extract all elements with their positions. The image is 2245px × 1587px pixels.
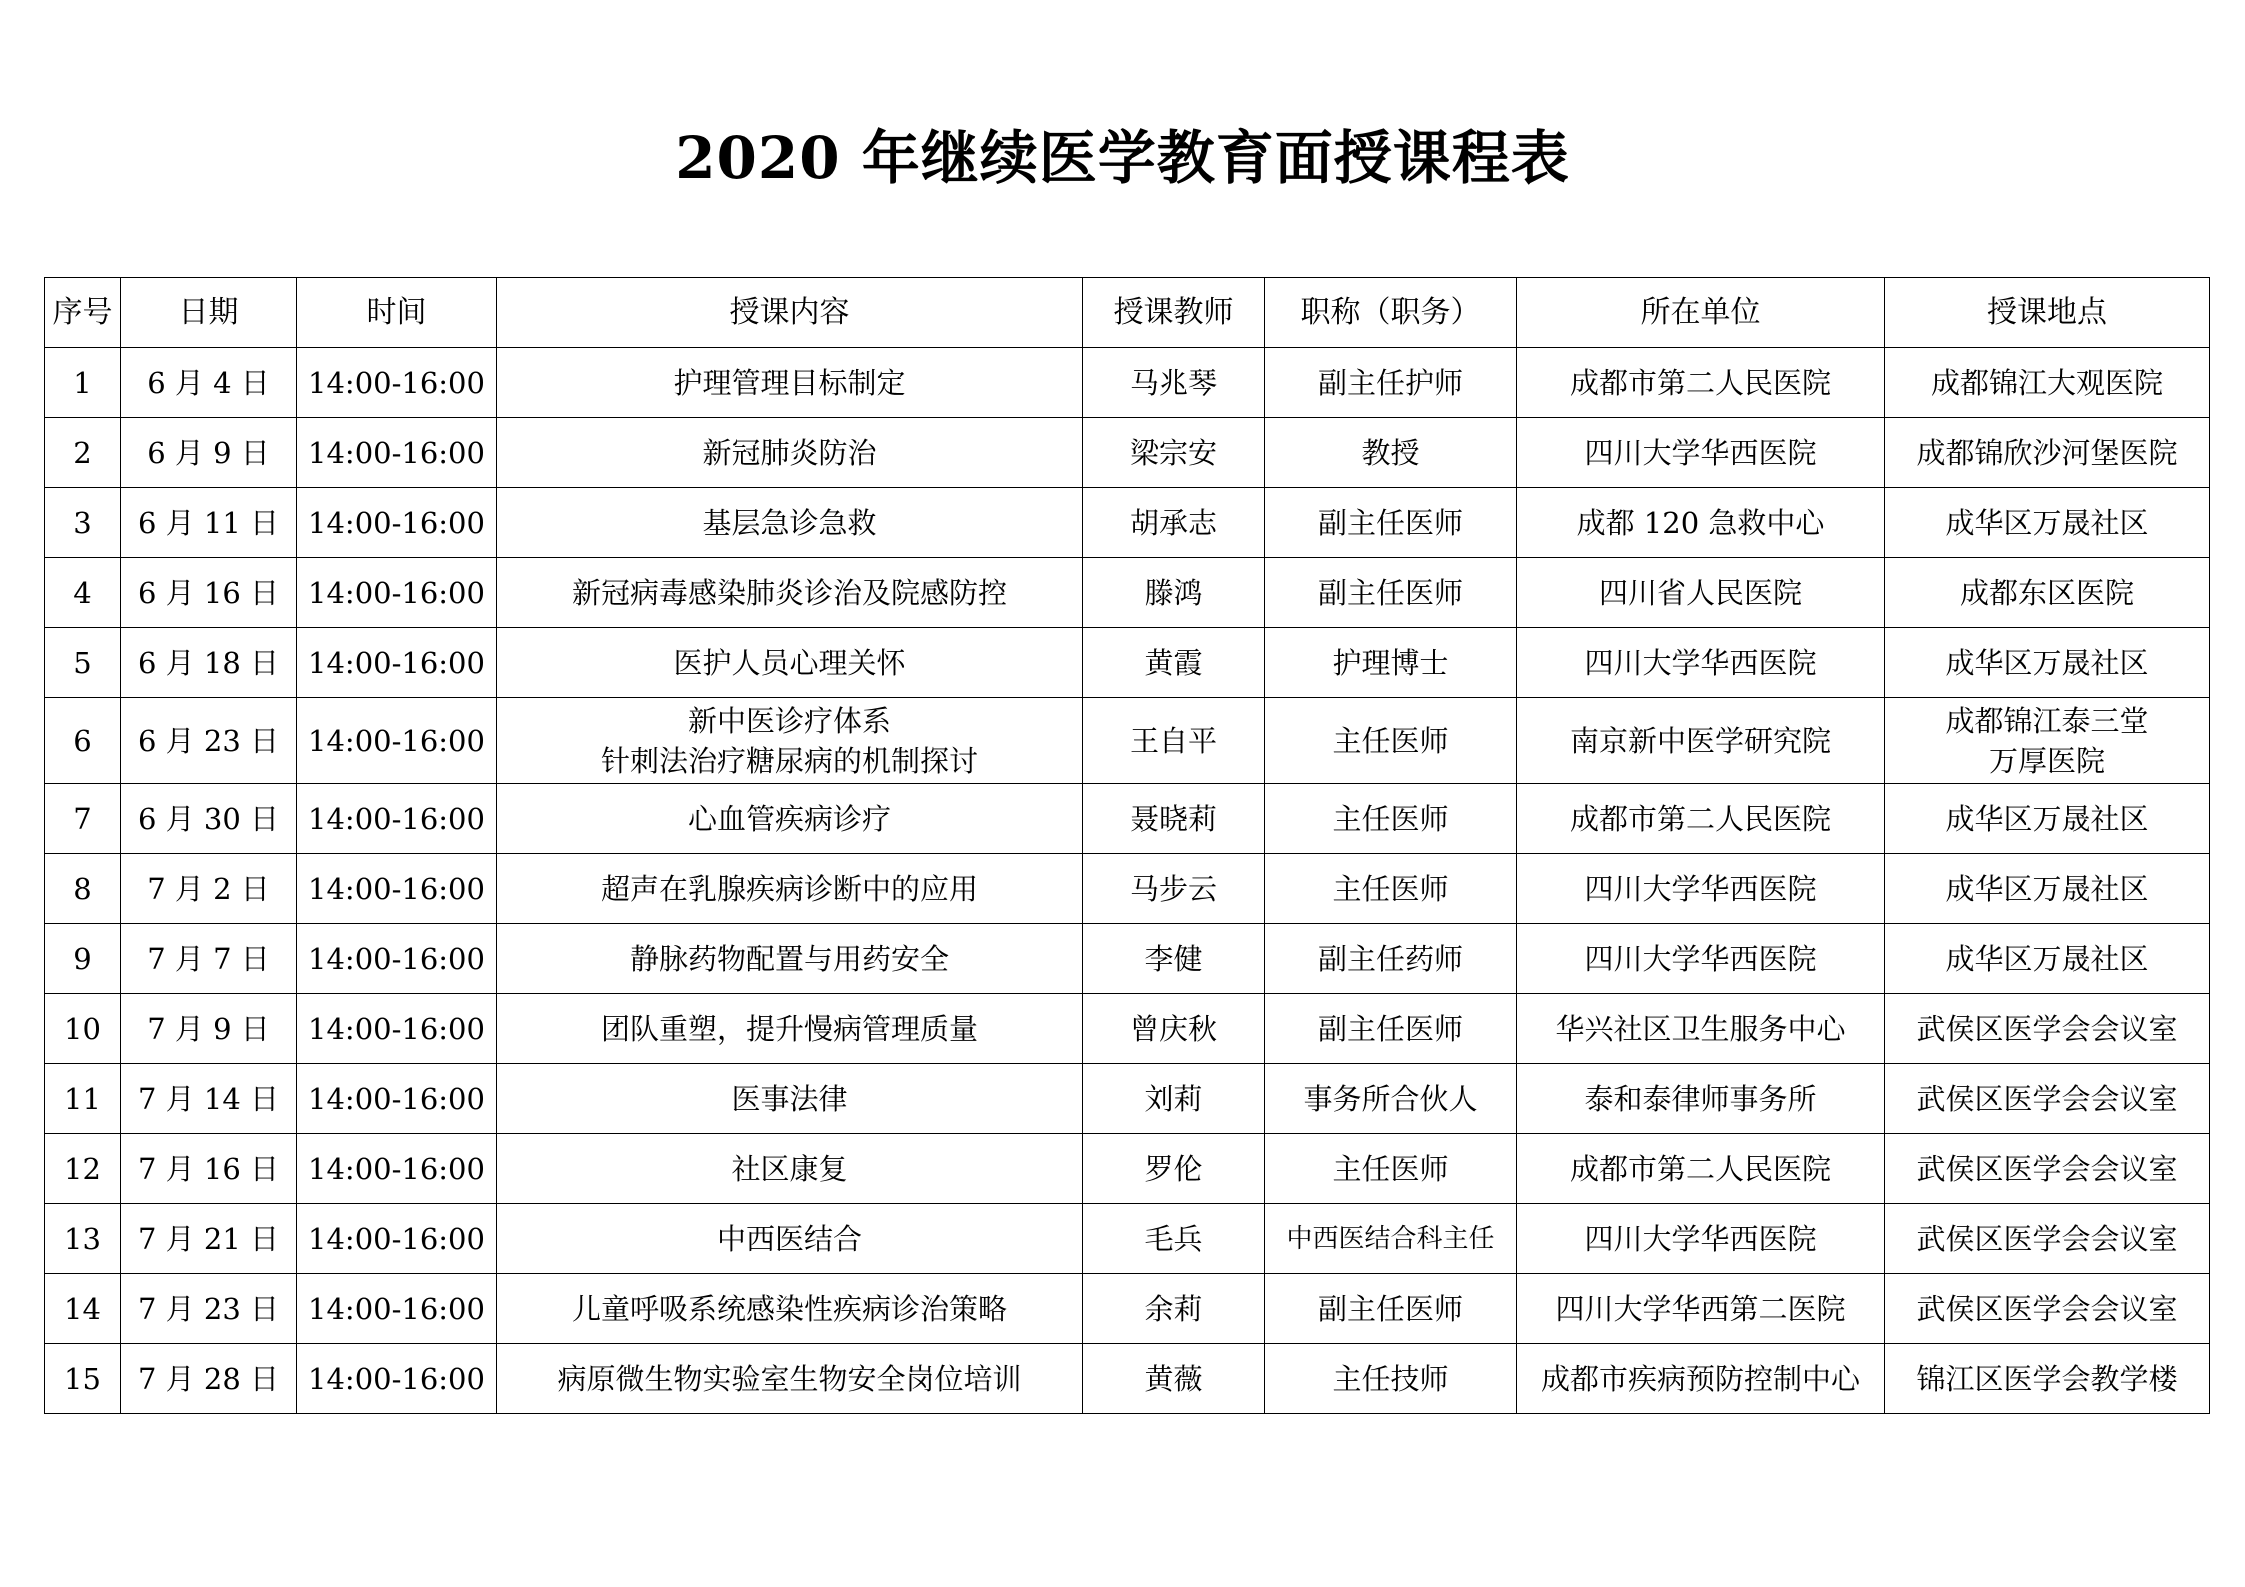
row-time: 14:00-16:00	[297, 1064, 497, 1134]
row-teacher: 马兆琴	[1083, 348, 1265, 418]
table-row	[45, 784, 2210, 854]
row-date: 6 月 4 日	[121, 348, 297, 418]
row-date: 6 月 23 日	[121, 698, 297, 784]
row-date: 7 月 21 日	[121, 1204, 297, 1274]
row-location-line: 成都东区医院	[1959, 575, 2134, 610]
row-location	[1885, 418, 2210, 488]
row-unit: 成都市第二人民医院	[1517, 1134, 1885, 1204]
row-title: 主任医师	[1265, 854, 1517, 924]
row-content-line: 儿童呼吸系统感染性疾病诊治策略	[571, 1291, 1007, 1326]
row-unit: 四川大学华西医院	[1517, 418, 1885, 488]
row-no: 15	[45, 1344, 121, 1414]
row-unit: 四川大学华西医院	[1517, 924, 1885, 994]
row-teacher: 胡承志	[1083, 488, 1265, 558]
row-time: 14:00-16:00	[297, 854, 497, 924]
row-content-line: 心血管疾病诊疗	[687, 801, 891, 836]
row-title: 中西医结合科主任	[1265, 1204, 1517, 1274]
row-unit: 成都市第二人民医院	[1517, 348, 1885, 418]
row-content-line: 医护人员心理关怀	[673, 645, 906, 680]
row-location-line: 成都锦江大观医院	[1930, 365, 2163, 400]
row-teacher: 曾庆秋	[1083, 994, 1265, 1064]
course-schedule-table	[44, 277, 2210, 1414]
row-location	[1885, 994, 2210, 1064]
row-title: 副主任护师	[1265, 348, 1517, 418]
row-date: 7 月 9 日	[121, 994, 297, 1064]
row-location	[1885, 854, 2210, 924]
row-content	[497, 418, 1083, 488]
row-date: 7 月 23 日	[121, 1274, 297, 1344]
table-row	[45, 994, 2210, 1064]
row-title: 护理博士	[1265, 628, 1517, 698]
table-row	[45, 488, 2210, 558]
row-time: 14:00-16:00	[297, 418, 497, 488]
row-location-line: 武侯区医学会会议室	[1916, 1011, 2178, 1046]
row-date: 7 月 16 日	[121, 1134, 297, 1204]
row-location-line: 武侯区医学会会议室	[1916, 1221, 2178, 1256]
row-location-line: 成华区万晟社区	[1945, 505, 2149, 540]
row-title: 副主任医师	[1265, 994, 1517, 1064]
row-title: 教授	[1265, 418, 1517, 488]
header-content: 授课内容	[497, 278, 1083, 348]
row-time: 14:00-16:00	[297, 1134, 497, 1204]
row-content-line: 针刺法治疗糖尿病的机制探讨	[600, 743, 978, 778]
row-teacher: 马步云	[1083, 854, 1265, 924]
row-date: 7 月 7 日	[121, 924, 297, 994]
row-time: 14:00-16:00	[297, 488, 497, 558]
row-location-line: 成都锦江泰三堂	[1945, 703, 2149, 738]
row-unit: 南京新中医学研究院	[1517, 698, 1885, 784]
row-no: 12	[45, 1134, 121, 1204]
row-title: 副主任药师	[1265, 924, 1517, 994]
table-body	[45, 348, 2210, 1414]
table-row	[45, 1134, 2210, 1204]
table-header-row	[45, 278, 2210, 348]
row-location	[1885, 348, 2210, 418]
header-unit: 所在单位	[1517, 278, 1885, 348]
row-content	[497, 854, 1083, 924]
row-content-line: 新冠肺炎防治	[702, 435, 877, 470]
row-content-line: 中西医结合	[716, 1221, 862, 1256]
row-content-line: 静脉药物配置与用药安全	[629, 941, 949, 976]
row-teacher: 余莉	[1083, 1274, 1265, 1344]
row-location-line: 成华区万晟社区	[1945, 941, 2149, 976]
row-unit: 泰和泰律师事务所	[1517, 1064, 1885, 1134]
row-location	[1885, 784, 2210, 854]
row-title: 事务所合伙人	[1265, 1064, 1517, 1134]
row-content	[497, 1274, 1083, 1344]
table-row	[45, 558, 2210, 628]
table-row	[45, 1204, 2210, 1274]
row-date: 6 月 16 日	[121, 558, 297, 628]
row-location	[1885, 1274, 2210, 1344]
row-teacher: 黄霞	[1083, 628, 1265, 698]
row-unit: 成都市疾病预防控制中心	[1517, 1344, 1885, 1414]
row-content-line: 护理管理目标制定	[673, 365, 906, 400]
row-location	[1885, 1204, 2210, 1274]
header-no: 序号	[45, 278, 121, 348]
row-time: 14:00-16:00	[297, 1344, 497, 1414]
row-content	[497, 994, 1083, 1064]
header-time: 时间	[297, 278, 497, 348]
row-location-line: 成都锦欣沙河堡医院	[1916, 435, 2178, 470]
row-no: 5	[45, 628, 121, 698]
row-no: 14	[45, 1274, 121, 1344]
row-content-line: 基层急诊急救	[702, 505, 877, 540]
header-date: 日期	[121, 278, 297, 348]
row-content-line: 超声在乳腺疾病诊断中的应用	[600, 871, 978, 906]
row-title: 主任医师	[1265, 784, 1517, 854]
row-date: 7 月 2 日	[121, 854, 297, 924]
row-no: 9	[45, 924, 121, 994]
row-teacher: 王自平	[1083, 698, 1265, 784]
table-row	[45, 348, 2210, 418]
row-location-line: 锦江区医学会教学楼	[1916, 1361, 2178, 1396]
row-location-line: 武侯区医学会会议室	[1916, 1081, 2178, 1116]
table-row	[45, 628, 2210, 698]
row-location	[1885, 698, 2210, 784]
row-unit: 四川大学华西第二医院	[1517, 1274, 1885, 1344]
row-title: 副主任医师	[1265, 558, 1517, 628]
row-no: 6	[45, 698, 121, 784]
row-date: 6 月 9 日	[121, 418, 297, 488]
row-teacher: 毛兵	[1083, 1204, 1265, 1274]
row-unit: 华兴社区卫生服务中心	[1517, 994, 1885, 1064]
row-teacher: 罗伦	[1083, 1134, 1265, 1204]
row-date: 7 月 14 日	[121, 1064, 297, 1134]
row-content	[497, 698, 1083, 784]
row-no: 8	[45, 854, 121, 924]
row-unit: 四川大学华西医院	[1517, 854, 1885, 924]
row-content	[497, 1064, 1083, 1134]
row-time: 14:00-16:00	[297, 1204, 497, 1274]
page-title: 2020 年继续医学教育面授课程表	[675, 124, 1570, 192]
header-title: 职称（职务）	[1265, 278, 1517, 348]
row-location	[1885, 628, 2210, 698]
row-location	[1885, 1344, 2210, 1414]
row-date: 6 月 18 日	[121, 628, 297, 698]
row-content-line: 病原微生物实验室生物安全岗位培训	[557, 1361, 1022, 1396]
row-content	[497, 628, 1083, 698]
row-time: 14:00-16:00	[297, 558, 497, 628]
row-title: 主任医师	[1265, 698, 1517, 784]
row-time: 14:00-16:00	[297, 628, 497, 698]
row-content-line: 医事法律	[731, 1081, 848, 1116]
row-teacher: 刘莉	[1083, 1064, 1265, 1134]
row-teacher: 黄薇	[1083, 1344, 1265, 1414]
table-row	[45, 854, 2210, 924]
row-unit: 成都市第二人民医院	[1517, 784, 1885, 854]
row-content-line: 新中医诊疗体系	[687, 703, 891, 738]
row-content	[497, 558, 1083, 628]
row-location	[1885, 558, 2210, 628]
row-teacher: 李健	[1083, 924, 1265, 994]
row-time: 14:00-16:00	[297, 348, 497, 418]
row-no: 7	[45, 784, 121, 854]
row-teacher: 聂晓莉	[1083, 784, 1265, 854]
row-location-line: 武侯区医学会会议室	[1916, 1291, 2178, 1326]
row-content	[497, 924, 1083, 994]
row-no: 1	[45, 348, 121, 418]
header-location: 授课地点	[1885, 278, 2210, 348]
row-teacher: 滕鸿	[1083, 558, 1265, 628]
row-content	[497, 488, 1083, 558]
row-no: 3	[45, 488, 121, 558]
row-time: 14:00-16:00	[297, 1274, 497, 1344]
row-date: 6 月 30 日	[121, 784, 297, 854]
table-row	[45, 1274, 2210, 1344]
row-content-line: 新冠病毒感染肺炎诊治及院感防控	[571, 575, 1007, 610]
table-row	[45, 698, 2210, 784]
row-no: 11	[45, 1064, 121, 1134]
row-time: 14:00-16:00	[297, 924, 497, 994]
row-unit: 四川省人民医院	[1517, 558, 1885, 628]
row-title: 副主任医师	[1265, 1274, 1517, 1344]
row-title: 副主任医师	[1265, 488, 1517, 558]
row-content	[497, 348, 1083, 418]
row-unit: 四川大学华西医院	[1517, 628, 1885, 698]
row-no: 13	[45, 1204, 121, 1274]
row-time: 14:00-16:00	[297, 994, 497, 1064]
table-row	[45, 418, 2210, 488]
row-date: 7 月 28 日	[121, 1344, 297, 1414]
row-content	[497, 1204, 1083, 1274]
row-content-line: 团队重塑，提升慢病管理质量	[600, 1011, 978, 1046]
row-no: 10	[45, 994, 121, 1064]
row-location	[1885, 924, 2210, 994]
row-title: 主任医师	[1265, 1134, 1517, 1204]
row-date: 6 月 11 日	[121, 488, 297, 558]
row-content	[497, 784, 1083, 854]
row-location-line: 万厚医院	[1988, 743, 2105, 778]
row-location	[1885, 1064, 2210, 1134]
row-time: 14:00-16:00	[297, 784, 497, 854]
row-location	[1885, 488, 2210, 558]
row-location-line: 成华区万晟社区	[1945, 801, 2149, 836]
table-row	[45, 1064, 2210, 1134]
row-content-line: 社区康复	[731, 1151, 848, 1186]
row-title: 主任技师	[1265, 1344, 1517, 1414]
row-no: 2	[45, 418, 121, 488]
row-location-line: 武侯区医学会会议室	[1916, 1151, 2178, 1186]
row-unit: 成都 120 急救中心	[1517, 488, 1885, 558]
table-row	[45, 924, 2210, 994]
row-teacher: 梁宗安	[1083, 418, 1265, 488]
row-location	[1885, 1134, 2210, 1204]
row-no: 4	[45, 558, 121, 628]
header-teacher: 授课教师	[1083, 278, 1265, 348]
row-location-line: 成华区万晟社区	[1945, 871, 2149, 906]
table-row	[45, 1344, 2210, 1414]
row-unit: 四川大学华西医院	[1517, 1204, 1885, 1274]
row-time: 14:00-16:00	[297, 698, 497, 784]
row-content	[497, 1134, 1083, 1204]
row-content	[497, 1344, 1083, 1414]
row-location-line: 成华区万晟社区	[1945, 645, 2149, 680]
